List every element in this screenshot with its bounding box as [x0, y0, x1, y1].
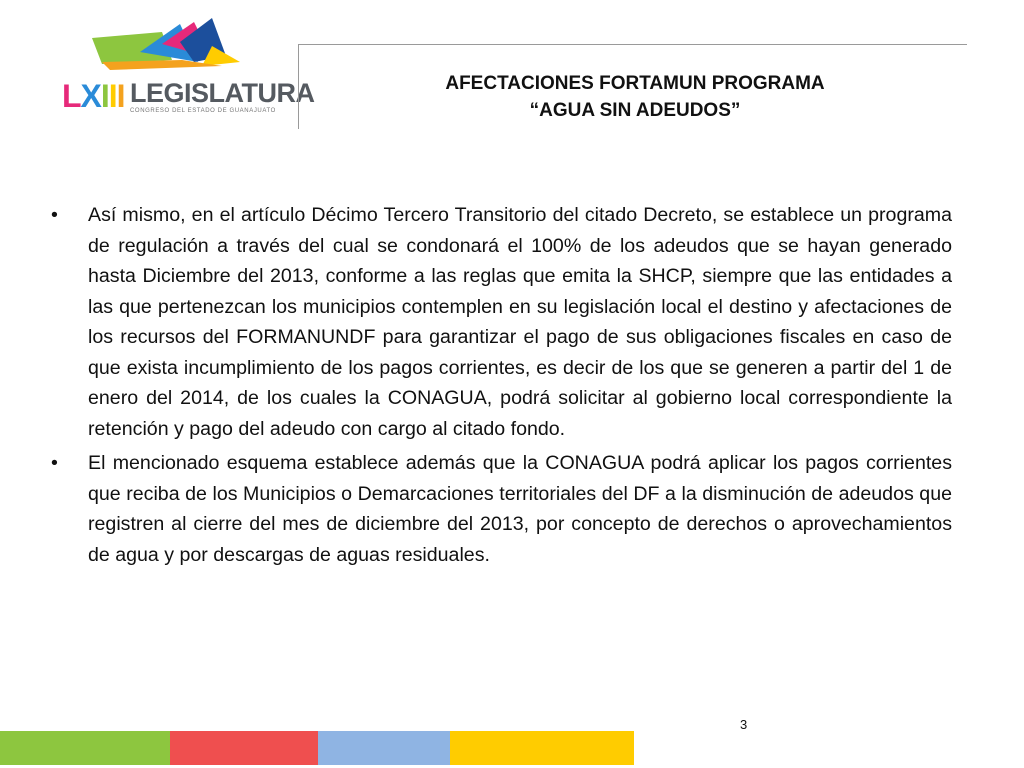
bullet-symbol: • — [51, 452, 58, 474]
title-line-2: “AGUA SIN ADEUDOS” — [529, 100, 741, 121]
footer-band-blue — [318, 731, 450, 765]
slide-body — [48, 200, 952, 574]
slide-title — [300, 70, 970, 124]
footer-band-yellow — [450, 731, 634, 765]
logo-mark-icon — [62, 18, 272, 78]
logo-lxiii: LXIII — [62, 78, 125, 114]
bullet-item — [48, 448, 952, 570]
page-number: 3 — [740, 717, 748, 732]
logo-subtitle: CONGRESO DEL ESTADO DE GUANAJUATO — [130, 108, 276, 114]
bullet-text: El mencionado esquema establece además que la CONAGUA podrá aplicar los pagos corrientes que reciba de los Municipios o Demarcaciones territoriales del DF a la disminución de adeudos que registren al cierre del mes de diciembre del 2013, por concepto de derechos o aprovechamientos de agua y por descargas de aguas residuales. — [88, 452, 952, 566]
title-line-1: AFECTACIONES FORTAMUN PROGRAMA — [445, 73, 825, 94]
logo-wordmark: LEGISLATURA — [130, 78, 315, 108]
bullet-item — [48, 200, 952, 444]
bullet-text: Así mismo, en el artículo Décimo Tercero Transitorio del citado Decreto, se establece un programa de regulación a través del cual se condonará el 100% de los adeudos que se hayan generado hasta Diciembre del 2013, conforme a las reglas que emita la SHCP, siempre que las entidades a las que pertenezcan los municipios contemplen en su legislación local el destino y afectaciones de los recursos del FORMANUNDF para garantizar el pago de sus obligaciones fiscales en caso de que exista incumplimiento de los pagos corrientes, es decir de los que se generen a partir del 1 de enero del 2014, de los cuales la CONAGUA, podrá solicitar al gobierno local correspondiente la retención y pago del adeudo con cargo al citado fondo. — [88, 204, 952, 440]
bullet-symbol: • — [51, 204, 58, 226]
footer-band-green — [0, 731, 170, 765]
footer-band-red — [170, 731, 318, 765]
legislatura-logo — [62, 18, 315, 118]
